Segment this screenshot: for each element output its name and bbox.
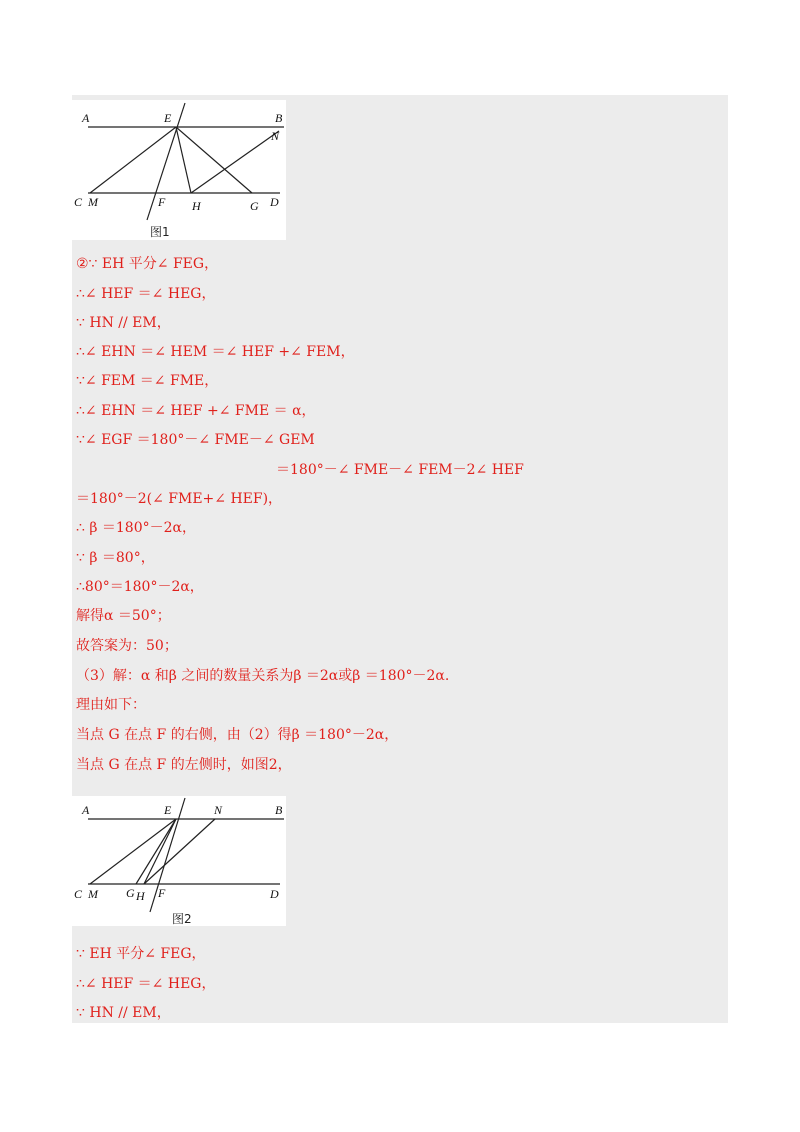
label-f: F [158, 886, 166, 900]
solution-line: ∵∠ EGF ＝180°－∠ FME－∠ GEM [76, 432, 315, 448]
solution-line: ＝180°－∠ FME－∠ FEM－2∠ HEF [276, 462, 524, 478]
label-d: D [270, 887, 279, 901]
segment-em [90, 819, 176, 884]
figure-1-diagram [72, 100, 286, 240]
segment-hn [144, 819, 215, 884]
segment-eh [176, 127, 191, 193]
label-n: N [214, 803, 223, 817]
figure-2 [72, 796, 286, 926]
solution-line: 当点 G 在点 F 的左侧时，如图2， [76, 757, 292, 773]
solution-line: 解得α ＝50°； [76, 608, 171, 624]
label-b: B [275, 803, 283, 817]
segment-eg [136, 819, 176, 884]
solution-line: ∴∠ HEF ＝∠ HEG， [76, 976, 216, 992]
solution-line: ∵ β ＝80°， [76, 550, 155, 566]
label-h: H [136, 889, 145, 903]
figure-2-caption: 图2 [172, 912, 192, 926]
label-a: A [82, 111, 90, 125]
solution-line: 故答案为：50； [76, 638, 178, 654]
solution-line: ∴∠ HEF ＝∠ HEG， [76, 286, 216, 302]
label-d: D [270, 195, 279, 209]
label-g: G [250, 199, 259, 213]
solution-line: ∵ EH 平分∠ FEG， [76, 946, 206, 962]
label-f: F [158, 195, 166, 209]
label-a: A [82, 803, 90, 817]
label-c: C [74, 887, 83, 901]
solution-line: ∵∠ FEM ＝∠ FME， [76, 373, 219, 389]
solution-line: 理由如下： [76, 697, 146, 713]
solution-line: ∵ HN // EM， [76, 315, 171, 331]
label-b: B [275, 111, 283, 125]
solution-line: ＝180°－2(∠ FME+∠ HEF)， [76, 491, 283, 507]
label-g: G [126, 886, 135, 900]
label-n: N [271, 129, 280, 143]
solution-line: ∴∠ EHN ＝∠ HEM ＝∠ HEF +∠ FEM， [76, 344, 355, 360]
label-e: E [164, 111, 172, 125]
label-h: H [192, 199, 201, 213]
segment-hn [191, 131, 279, 193]
solution-line: ∴ β ＝180°－2α， [76, 520, 196, 536]
segment-eh [144, 819, 176, 884]
label-c: C [74, 195, 83, 209]
segment-eg [176, 127, 252, 193]
solution-line: ∵ HN // EM， [76, 1005, 171, 1021]
label-m: M [88, 195, 98, 209]
figure-1 [72, 100, 286, 240]
label-m: M [88, 887, 98, 901]
solution-line: 当点 G 在点 F 的右侧，由（2）得β ＝180°－2α， [76, 727, 399, 743]
solution-line: （3）解：α 和β 之间的数量关系为β ＝2α或β ＝180°－2α. [76, 668, 450, 684]
figure-1-caption: 图1 [150, 225, 170, 239]
solution-line: ②∵ EH 平分∠ FEG， [76, 256, 219, 272]
label-e: E [164, 803, 172, 817]
segment-em [90, 127, 176, 193]
solution-line: ∴∠ EHN ＝∠ HEF +∠ FME ＝ α， [76, 403, 316, 419]
figure-2-diagram [72, 796, 286, 926]
solution-line: ∴80°＝180°－2α， [76, 579, 204, 595]
